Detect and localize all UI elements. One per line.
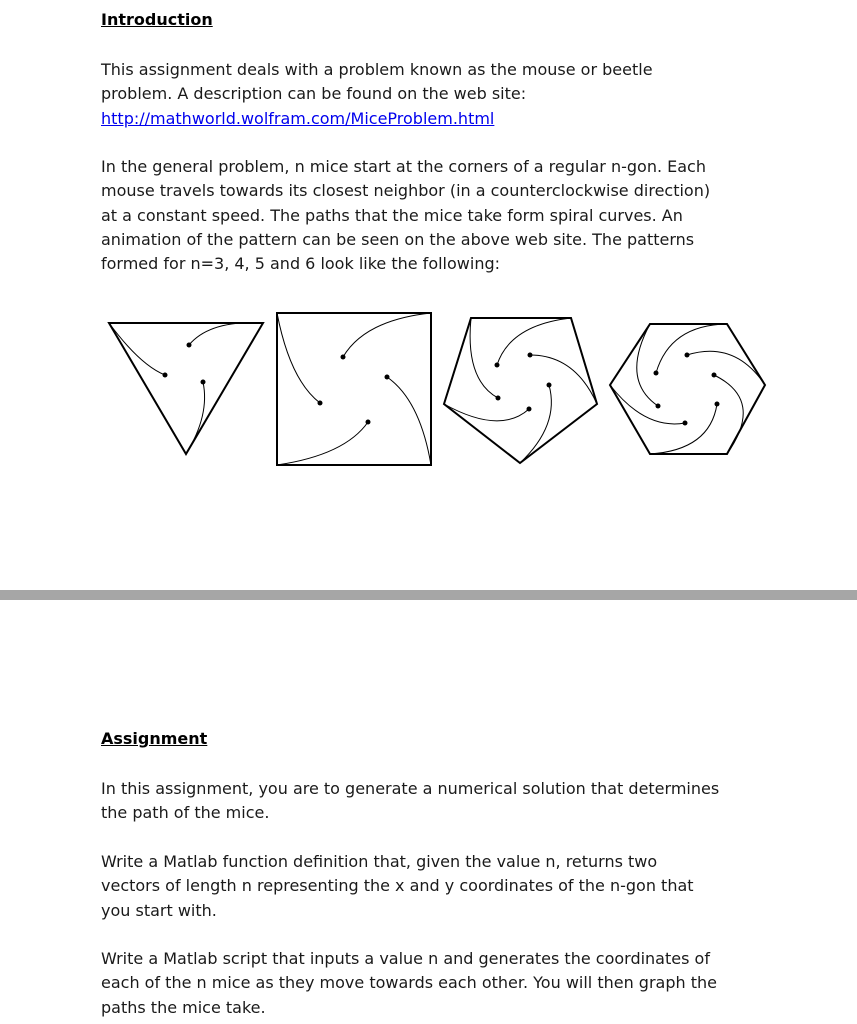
assignment-paragraph-3 [101, 947, 791, 1020]
text-line: formed for n=3, 4, 5 and 6 look like the following: [101, 254, 500, 274]
pentagon-outline [444, 318, 597, 463]
mice-pattern-figures [100, 305, 780, 475]
spiral-path [530, 355, 597, 404]
spiral-path [687, 351, 765, 385]
text-line: paths the mice take. [101, 997, 266, 1017]
mouse-dot [547, 383, 552, 388]
hexagon-pattern-figure [610, 324, 765, 454]
square-outline [277, 313, 431, 465]
spiral-path [277, 422, 368, 465]
spiral-path [497, 318, 571, 365]
text-line: Write a Matlab function definition that, given the value n, returns two [101, 852, 658, 871]
text-line: This assignment deals with a problem known as the mouse or beetle [101, 60, 653, 79]
spiral-path [387, 377, 431, 465]
spiral-path [650, 404, 717, 454]
assignment-heading: Assignment [101, 729, 208, 748]
mouse-dot [527, 407, 532, 412]
mouse-dot [341, 355, 346, 360]
introduction-paragraph-2 [101, 155, 791, 276]
mouse-dot [654, 371, 659, 376]
hexagon-outline [610, 324, 765, 454]
text-line: Write a Matlab script that inputs a value n and generates the coordinates of [101, 949, 710, 968]
mouse-dot [712, 373, 717, 378]
square-pattern-figure [277, 313, 431, 465]
pentagon-pattern-figure [444, 310, 597, 463]
text-line: mouse travels towards its closest neighbor (in a counterclockwise direction) [101, 181, 711, 201]
assignment-paragraph-2 [101, 850, 791, 923]
mouse-dot [528, 353, 533, 358]
mouse-dot [385, 375, 390, 380]
text-line: In the general problem, n mice start at the corners of a regular n-gon. Each [101, 157, 706, 176]
mouse-dot [656, 404, 661, 409]
text-line: each of the n mice as they move towards each other. You will then graph the [101, 973, 717, 993]
text-line: the path of the mice. [101, 803, 270, 823]
mouse-dot [366, 420, 371, 425]
mouse-dot [163, 373, 168, 378]
mouse-dot [201, 380, 206, 385]
introduction-paragraph-1 [101, 58, 791, 131]
mouse-dot [685, 353, 690, 358]
mouse-dot [495, 363, 500, 368]
triangle-outline [109, 323, 263, 454]
assignment-paragraph-1 [101, 777, 791, 826]
page-2-section [0, 600, 857, 1024]
mouse-dot [187, 343, 192, 348]
text-line: vectors of length n representing the x and y coordinates of the n-gon that [101, 876, 694, 896]
text-line: problem. A description can be found on the web site: [101, 84, 527, 104]
introduction-heading: Introduction [101, 10, 213, 29]
text-line: In this assignment, you are to generate a numerical solution that determines [101, 779, 720, 798]
mouse-dot [715, 402, 720, 407]
spiral-path [109, 323, 165, 375]
mouse-dot [496, 396, 501, 401]
text-line: at a constant speed. The paths that the mice take form spiral curves. An [101, 205, 683, 225]
spiral-path [277, 313, 320, 403]
spiral-path [343, 313, 431, 357]
text-line: you start with. [101, 900, 217, 920]
spiral-path [444, 404, 529, 421]
spiral-path [656, 324, 727, 373]
text-line: animation of the pattern can be seen on the above web site. The patterns [101, 229, 695, 249]
page-break-divider [0, 590, 857, 600]
spiral-path [714, 375, 743, 454]
mouse-dot [318, 401, 323, 406]
mouse-dot [683, 421, 688, 426]
spiral-path [186, 382, 205, 454]
triangle-pattern-figure [109, 323, 263, 454]
spiral-path [470, 318, 498, 398]
mice-problem-link[interactable]: http://mathworld.wolfram.com/MiceProblem.html [101, 108, 495, 128]
spiral-path [637, 324, 658, 406]
